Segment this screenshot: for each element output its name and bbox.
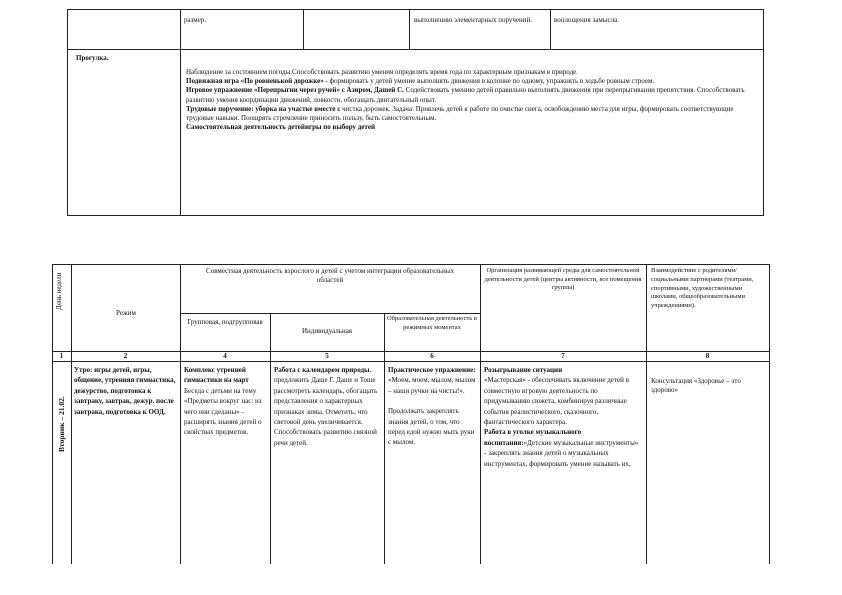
practical-bold: Практическое упражнение:: [388, 366, 476, 374]
col-num-4: 4: [223, 352, 227, 360]
sub-individual-header: Индивидуальная: [301, 327, 353, 335]
env-bold: Розыгрывание ситуации: [484, 366, 563, 374]
walk-content: [186, 68, 758, 132]
walk-line-5: Самостоятельная деятельность детейигры по выбору детей: [186, 123, 375, 132]
sub-group-header: Групповая, подгрупповая: [187, 318, 263, 326]
individual-cell: Работа с календарем природы. предложить Даше Г. Даше и Тоше рассмотреть календарь, обогащать представления о характерных признаках зимы. Отметить, что световой день увеличивается. Способствовать развитию связной речи детей.: [274, 366, 378, 447]
environment-header: Организация развивающей среды для самостоятельной деятельности детей (центры активности, все помещения группы): [484, 267, 642, 291]
walk-line-1: Наблюдение за состоянием погоды.Способствовать развитию умения определять время года по характерным признакам в природе.: [186, 68, 579, 76]
env-text: «Мастерская» - обеспечивать включение детей в совместную игровую деятельность по придумыванию сюжета, комбинируя различные события реалистического, сказочного, фантастического характера.: [484, 376, 629, 427]
walk-line-2: Подвижная игра «По ровненькой дорожке» - формировать у детей умение выполнять движения в колонне по одному, упражнять в ходьбе ровным строем.: [186, 77, 655, 86]
col-num-2: 2: [123, 352, 128, 360]
environment-cell: Розыгрывание ситуации «Мастерская» - обеспечивать включение детей в совместную игровую деятельность по придумыванию сюжета, комбинируя различные события реалистического, сказочного, фантастического характера. Работа в уголке музыкального воспитания:«Детские музыкальные инструменты» - закреплять знания детей о музыкальных инструментах, формировать умение называть их,: [484, 365, 642, 469]
col-num-1: 1: [59, 352, 64, 360]
col-num-7: 7: [561, 352, 565, 360]
cell-razmer: размер.: [184, 16, 207, 24]
walk-label: Прогулка.: [76, 54, 109, 62]
rezhim-header: Режим: [116, 309, 136, 317]
joint-activity-header: Совместная деятельность взрослого и детей с учетом интеграции образовательных областей: [206, 267, 454, 284]
day-header: День недели: [55, 272, 63, 310]
sub-regime-moments-header: Образовательная деятельность в режимных моментах: [387, 315, 477, 331]
cell-vypolnenie: выполнению элементарных поручений.: [414, 16, 532, 24]
family-header: Взаимодействие с родителями/ социальными партнерами (театрами, спортивными, художественными школами, общеобразовательными учреждениями).: [651, 267, 754, 310]
col-num-8: 8: [705, 352, 710, 360]
family-text: Консультация «Здоровье – это здорово»: [651, 377, 741, 394]
rezhim-text: Утро: игры детей, игры, общение, утренняя гимнастика, дежурство, подготовка к завтраку, завтрак, дежур. после завтрака, подготовка к ООД.: [74, 366, 176, 416]
group-text-1: Комплекс утренней гимнастики на март: [184, 366, 249, 385]
day-vertical-label: Вторник – 21.02.: [57, 396, 66, 452]
practical-text-2: Продолжать закреплять знания детей, о том, что перед едой нужно мыть руки с мылом.: [388, 407, 475, 447]
cell-voploshchenie: воплощения замысла.: [554, 16, 619, 24]
group-cell: [184, 365, 266, 438]
col-num-5: 5: [325, 352, 329, 360]
walk-line-3: Игровое упражнение «Перепрыгни через ручей» с Азиром, Дашей С. Содействовать умению детей правильно выполнять движения при перепрыгивании препятствия. Способствовать развитию умения координации движений, ловкости, обогащать двигательный опыт.: [186, 86, 745, 104]
group-text-2: Беседа с детьми на тему «Предметы вокруг нас: из чего они сделаны» - расширять знания детей о свойствах предметов.: [184, 386, 262, 437]
col-num-6: 6: [430, 352, 434, 360]
practical-text: «Моем, моем, мылом, мылом – наши ручки на чисты!».: [388, 376, 476, 395]
practical-cell: [388, 365, 476, 448]
walk-line-4: Трудовые поручение: уборка на участке вместе с чистка дорожек. Задача: Привлечь детей к работе по очистке снега, освобождению места для игры, формировать соответствующие трудовые навыки. Поощрять стремление приносить пользу, быть самостоятельным.: [186, 104, 734, 123]
